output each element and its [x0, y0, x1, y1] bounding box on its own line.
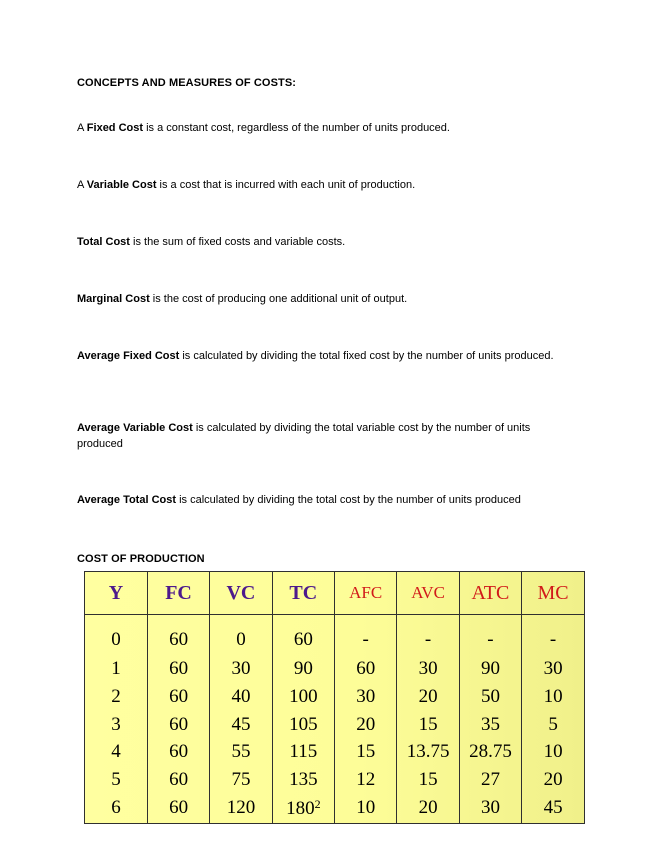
definition-average-total-cost: Average Total Cost is calculated by dividing the total cost by the number of units produced: [77, 494, 521, 506]
table-row: [85, 794, 584, 823]
table-cell: -: [397, 615, 459, 656]
table-cell: 45: [543, 797, 563, 819]
page-title: CONCEPTS AND MEASURES OF COSTS:: [77, 77, 297, 89]
table-cell: 15: [335, 739, 397, 767]
table-cell: 30: [335, 683, 397, 711]
table-cell: 15: [397, 766, 459, 794]
table-row: [85, 766, 584, 794]
table-cell: 60: [147, 683, 209, 711]
table-cell: 60: [147, 711, 209, 739]
table-cell: 20: [543, 769, 563, 791]
definition-total-cost: Total Cost is the sum of fixed costs and variable costs.: [77, 236, 346, 248]
header-fc: FC: [147, 572, 209, 615]
table-row: [85, 615, 584, 656]
table-cell: 50: [459, 683, 521, 711]
table-cell: 10: [335, 794, 397, 823]
table-cell: 1: [85, 655, 147, 683]
footnote-mark: 2: [314, 796, 321, 811]
term: Fixed Cost: [86, 122, 144, 134]
header-tc: TC: [272, 572, 334, 615]
table-cell: 40: [210, 683, 272, 711]
table-row: [85, 711, 584, 739]
table-cell: 60: [147, 794, 209, 823]
table-cell: 60: [147, 655, 209, 683]
table-cell: 20: [397, 794, 459, 823]
table-cell: 5: [548, 713, 558, 735]
definition-marginal-cost: Marginal Cost is the cost of producing one additional unit of output.: [77, 293, 408, 305]
term: Variable Cost: [86, 179, 157, 191]
table-cell: $180^2$: [272, 794, 334, 823]
header-vc: VC: [210, 572, 272, 615]
table-cell: -: [459, 615, 521, 656]
table-cell: 28.75: [459, 739, 521, 767]
table-row: [85, 683, 584, 711]
table-cell: 60: [335, 655, 397, 683]
table-cell: 120: [210, 794, 272, 823]
table-cell: 0: [85, 615, 147, 656]
table-cell: 60: [272, 615, 334, 656]
table-cell: -: [549, 629, 557, 651]
table-cell: 35: [459, 711, 521, 739]
table-cell: -: [335, 615, 397, 656]
definition-variable-cost: A Variable Cost is a cost that is incurred with each unit of production.: [77, 179, 416, 191]
table-cell: 135: [272, 766, 334, 794]
table-cell: 100: [272, 683, 334, 711]
table-cell: 12: [335, 766, 397, 794]
header-afc: AFC: [335, 572, 397, 615]
header-mc: MC: [522, 572, 584, 615]
table-cell: 105: [272, 711, 334, 739]
table-cell: 75: [210, 766, 272, 794]
table-cell: 30: [397, 655, 459, 683]
definition-average-variable-cost: Average Variable Cost is calculated by dividing the total variable cost by the number of units produced: [77, 422, 531, 450]
table-cell: 20: [397, 683, 459, 711]
table-cell: 60: [147, 739, 209, 767]
term: Average Variable Cost: [77, 422, 193, 434]
term: Average Total Cost: [77, 494, 177, 506]
table-row: [85, 739, 584, 767]
table-cell: 5: [85, 766, 147, 794]
table-cell: 115: [272, 739, 334, 767]
table-cell: 15: [397, 711, 459, 739]
table-header-row: [85, 572, 584, 615]
term: Total Cost: [77, 236, 130, 248]
table-cell: 30: [210, 655, 272, 683]
definition-fixed-cost: A Fixed Cost is a constant cost, regardless of the number of units produced.: [77, 122, 450, 134]
table-cell: 60: [147, 766, 209, 794]
table-cell: 30: [543, 658, 563, 680]
definition-average-fixed-cost: Average Fixed Cost is calculated by dividing the total fixed cost by the number of units produced.: [77, 350, 554, 362]
table-cell: 2: [85, 683, 147, 711]
table-cell: 6: [85, 794, 147, 823]
table-cell: 13.75: [397, 739, 459, 767]
table-cell: 3: [85, 711, 147, 739]
header-y: Y: [85, 572, 147, 615]
table-cell: 10: [543, 741, 563, 763]
table-cell: 90: [459, 655, 521, 683]
table-cell: 20: [335, 711, 397, 739]
cost-table: [84, 571, 585, 824]
table-cell: 30: [459, 794, 521, 823]
table-cell: 4: [85, 739, 147, 767]
table-cell: 27: [459, 766, 521, 794]
table-row: [85, 655, 584, 683]
term: Marginal Cost: [77, 293, 150, 305]
header-atc: ATC: [459, 572, 521, 615]
term: Average Fixed Cost: [77, 350, 180, 362]
table-title: COST OF PRODUCTION: [77, 553, 205, 565]
table-cell: 90: [272, 655, 334, 683]
table-cell: 55: [210, 739, 272, 767]
table-cell: 45: [210, 711, 272, 739]
table-cell: 60: [147, 615, 209, 656]
table-cell: 10: [543, 685, 563, 707]
header-avc: AVC: [397, 572, 459, 615]
table-cell: 0: [210, 615, 272, 656]
